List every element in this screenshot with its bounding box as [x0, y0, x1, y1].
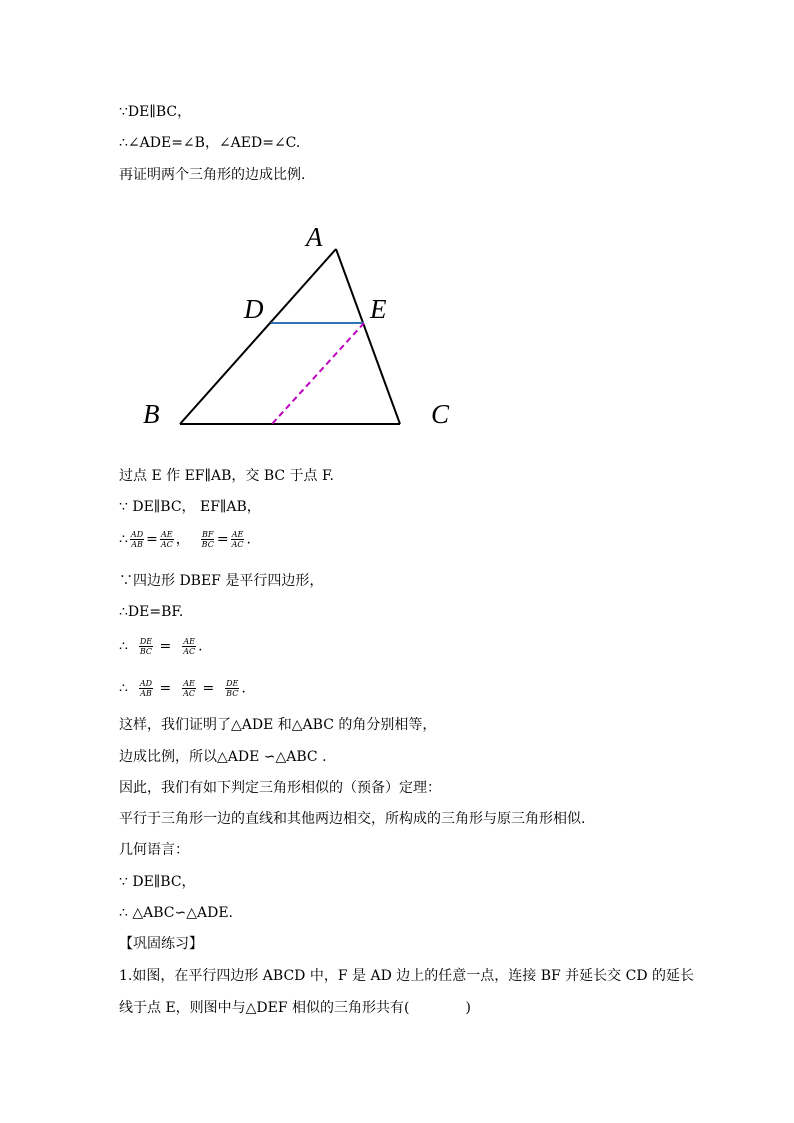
fraction: $\frac{AE}{AC}$ — [183, 637, 196, 656]
fraction: $\frac{AE}{AC}$ — [160, 530, 173, 549]
line-4: 过点 E 作 EF∥AB，交 BC 于点 F. — [119, 468, 334, 484]
side-ac — [336, 249, 400, 424]
label-c: C — [431, 399, 450, 429]
fraction: $\frac{DE}{BC}$ — [139, 637, 153, 656]
line-3: 再证明两个三角形的边成比例. — [119, 167, 306, 183]
exercise-question-line-1: 1.如图，在平行四边形 ABCD 中，F 是 AD 边上的任意一点，连接 BF 并延长交 CD 的延长 — [119, 968, 694, 984]
line-8: ∴DE=BF. — [119, 604, 184, 620]
line-16: ∵ DE∥BC， — [119, 874, 196, 890]
therefore-symbol: ∴ — [119, 638, 128, 655]
fraction: $\frac{AD}{AB}$ — [130, 530, 144, 549]
section-heading: 【巩固练习】 — [119, 936, 203, 952]
segment-ef — [272, 323, 364, 424]
line-12: 边成比例，所以△ADE ∽△ABC . — [119, 749, 327, 765]
therefore-symbol: ∴ — [119, 680, 128, 697]
triangle-figure — [0, 0, 794, 470]
fraction: $\frac{AD}{AB}$ — [139, 679, 153, 698]
label-b: B — [143, 399, 160, 429]
line-13: 因此，我们有如下判定三角形相似的（预备）定理： — [119, 780, 441, 796]
line-9-proportion: ∴ $\frac{DE}{BC}$ = $\frac{AE}{AC}$ . — [119, 637, 203, 656]
side-ab — [180, 249, 336, 424]
line-5: ∵ DE∥BC， EF∥AB， — [119, 499, 261, 515]
fraction: $\frac{BF}{BC}$ — [201, 530, 214, 549]
line-11: 这样，我们证明了△ADE 和△ABC 的角分别相等， — [119, 717, 437, 733]
fraction: $\frac{AE}{AC}$ — [231, 530, 244, 549]
line-10-proportion: ∴ $\frac{AD}{AB}$ = $\frac{AE}{AC}$ = $\frac{DE}{BC}$ . — [119, 679, 246, 698]
line-6-proportion: ∴ $\frac{AD}{AB}$ = $\frac{AE}{AC}$ ， $\frac{BF}{BC}$ = $\frac{AE}{AC}$ . — [119, 530, 251, 549]
line-15: 几何语言： — [119, 842, 189, 858]
line-2: ∴∠ADE=∠B，∠AED=∠C. — [119, 135, 301, 151]
fraction: $\frac{DE}{BC}$ — [226, 679, 239, 698]
line-17: ∴ △ABC∽△ADE. — [119, 905, 233, 921]
fraction: $\frac{AE}{AC}$ — [183, 679, 196, 698]
therefore-symbol: ∴ — [119, 531, 128, 548]
exercise-question-line-2: 线于点 E，则图中与△DEF 相似的三角形共有( ) — [119, 1000, 471, 1016]
line-1: ∵DE∥BC， — [119, 104, 192, 120]
line-14: 平行于三角形一边的直线和其他两边相交，所构成的三角形与原三角形相似. — [119, 811, 586, 827]
line-7: ∵四边形 DBEF 是平行四边形， — [119, 573, 324, 589]
label-d: D — [244, 294, 264, 324]
label-e: E — [370, 294, 387, 324]
label-a: A — [306, 222, 323, 252]
